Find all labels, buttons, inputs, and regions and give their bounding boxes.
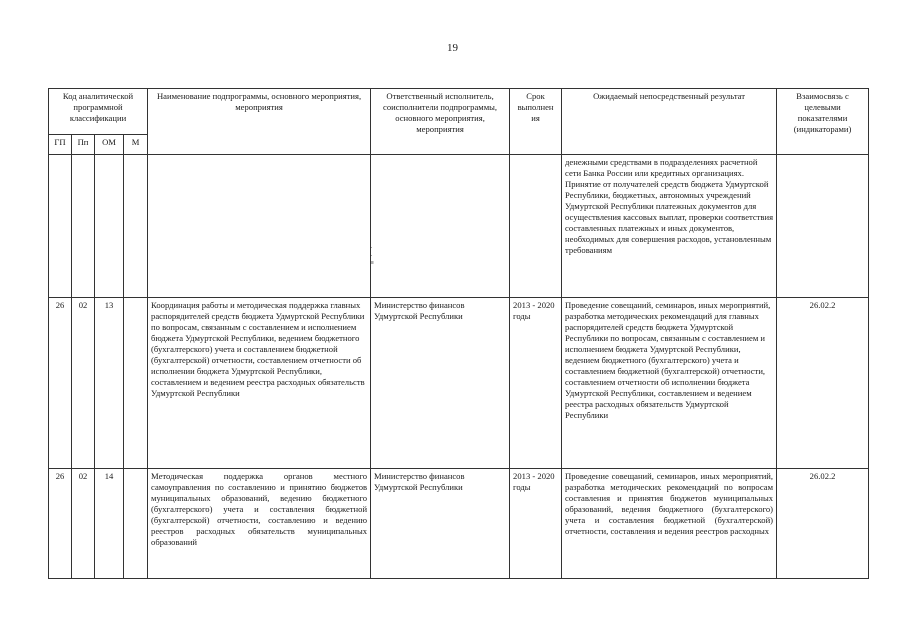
- header-name: Наименование подпрограммы, основного мероприятия, мероприятия: [148, 89, 371, 155]
- table-row: [49, 155, 869, 298]
- header-code-group: Код аналитической программной классификации: [49, 89, 148, 135]
- cell-om: 13: [95, 298, 124, 469]
- cell-name: [148, 155, 371, 298]
- header-result: Ожидаемый непосредственный результат: [562, 89, 777, 155]
- cell-name: Методическая поддержка органов местного самоуправления по составлению и принятию бюджетов муниципальных образований, ведению бюджетного (бухгалтерского) учета и составления бюджетной (бухгалтерской) отчетности, составлению и ведению реестров расходных обязательств муниципальных образований: [148, 469, 371, 579]
- table-row: [49, 298, 869, 469]
- header-om: ОМ: [95, 135, 124, 155]
- cell-relation: [777, 155, 869, 298]
- cell-executor: [371, 155, 510, 298]
- cell-name: Координация работы и методическая поддержка главных распорядителей средств бюджета Удмуртской Республики по вопросам, связанным с составлением и исполнением бюджета Удмуртской Республики, ведением бюджетного (бухгалтерского) учета и составлением бюджетной (бухгалтерской) отчетности, составлением отчетности об исполнении бюджета Удмуртской Республики, составлением и ведением реестра расходных обязательств Удмуртской Республики: [148, 298, 371, 469]
- header-gp: ГП: [49, 135, 72, 155]
- cell-m: [124, 469, 148, 579]
- cell-pp: 02: [72, 469, 95, 579]
- cell-gp: 26: [49, 469, 72, 579]
- header-relation: Взаимосвязь с целевыми показателями (индикаторами): [777, 89, 869, 155]
- cell-m: [124, 298, 148, 469]
- cell-result: денежными средствами в подразделениях расчетной сети Банка России или кредитных организациях. Принятие от получателей средств бюджета Удмуртской Республики, бюджетных, автономных учреждений Удмуртской Республики платежных документов для осуществления кассовых выплат, проверки соответствия составленных платежных и иных документов, необходимых для совершения расходов, установленным требованиям: [562, 155, 777, 298]
- header-executor: Ответственный исполнитель, соисполнители подпрограммы, основного мероприятия, мероприятия: [371, 89, 510, 155]
- cell-term: 2013 - 2020 годы: [510, 298, 562, 469]
- cell-term: [510, 155, 562, 298]
- cell-executor: Министерство финансов Удмуртской Республики: [371, 469, 510, 579]
- cell-relation: 26.02.2: [777, 469, 869, 579]
- header-term: Срок выполнен ия: [510, 89, 562, 155]
- cell-pp: [72, 155, 95, 298]
- cell-pp: 02: [72, 298, 95, 469]
- cell-m: [124, 155, 148, 298]
- cell-executor: Министерство финансов Удмуртской Республики: [371, 298, 510, 469]
- cell-gp: 26: [49, 298, 72, 469]
- program-table: [48, 88, 869, 579]
- cell-gp: [49, 155, 72, 298]
- cell-relation: 26.02.2: [777, 298, 869, 469]
- table-row: [49, 469, 869, 579]
- page-number: 19: [447, 42, 458, 54]
- cell-term: 2013 - 2020 годы: [510, 469, 562, 579]
- cell-om: 14: [95, 469, 124, 579]
- cell-om: [95, 155, 124, 298]
- header-pp: Пп: [72, 135, 95, 155]
- scan-artifact-marks: · · ≡: [370, 244, 374, 268]
- header-m: М: [124, 135, 148, 155]
- cell-result: Проведение совещаний, семинаров, иных мероприятий, разработка методических рекомендаций для главных распорядителей средств бюджета Удмуртской Республики по вопросам, связанным с составлением и исполнением бюджета Удмуртской Республики, ведением бюджетного (бухгалтерского) учета и составлением бюджетной (бухгалтерской) отчетности, составлением отчетности об исполнении бюджета Удмуртской Республики, составлением и ведением реестра расходных обязательств Удмуртской Республики: [562, 298, 777, 469]
- cell-result: Проведение совещаний, семинаров, иных мероприятий, разработка методических рекомендаций по вопросам составления и принятия бюджетов муниципальных образований, ведения бюджетного (бухгалтерского) учета и составления бюджетной (бухгалтерской) отчетности, составления и ведения реестров расходных: [562, 469, 777, 579]
